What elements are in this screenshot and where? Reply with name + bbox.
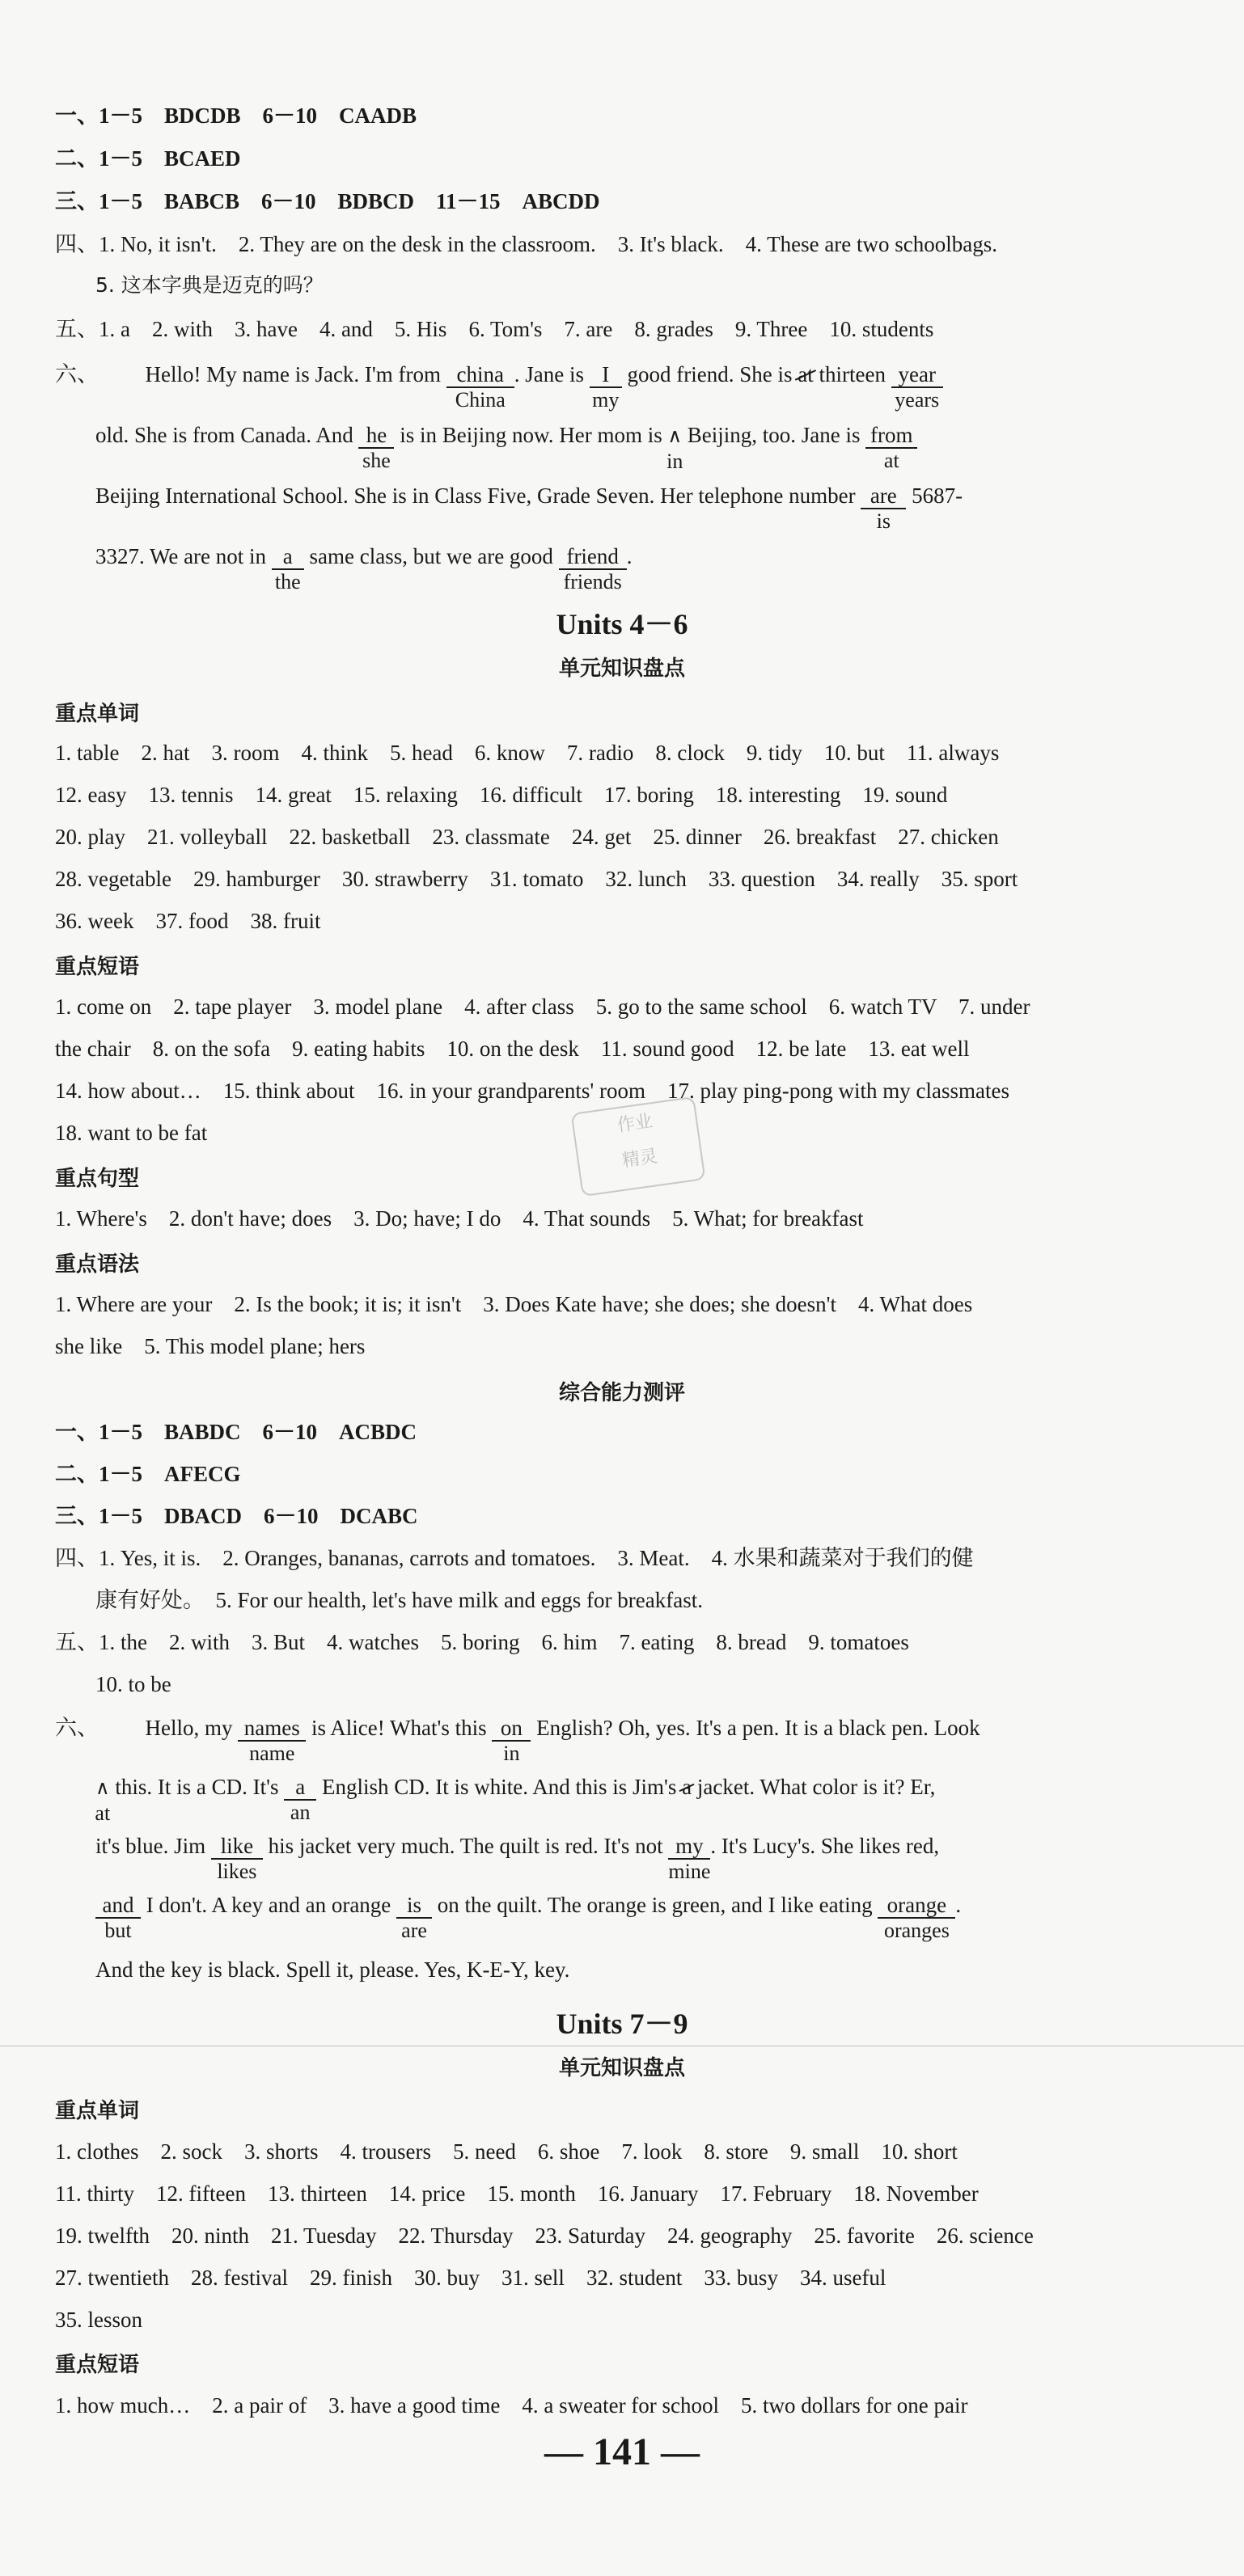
correction-word: but (104, 1919, 132, 1942)
test-answer-line: 10. to be (95, 1672, 171, 1696)
correction-word: likes (217, 1860, 257, 1883)
error-word: are is (861, 484, 906, 509)
error-word: a the (272, 544, 304, 570)
units-4-6-subtitle: 单元知识盘点 (558, 657, 685, 681)
test-answer-line: 四、1. Yes, it is. 2. Oranges, bananas, carrots and tomatoes. 3. Meat. 4. 水果和蔬菜对于我们的健 (55, 1546, 974, 1570)
units-7-9-subtitle: 单元知识盘点 (558, 2056, 685, 2080)
phrase-list-line: 1. come on 2. tape player 3. model plane 4. after class 5. go to the same school 6. watch TV 7. under (55, 995, 1030, 1019)
heading-key-words: 重点单词 (55, 2099, 140, 2123)
phrase-list-line: the chair 8. on the sofa 9. eating habits 10. on the desk 11. sound good 12. be late 13. eat well (55, 1037, 970, 1061)
error-word: orange oranges (878, 1893, 955, 1919)
error-word: like likes (211, 1834, 263, 1860)
correction-passage-line: 3327. We are not in a the same class, but we are good friend friends . (95, 544, 633, 593)
sentence-answers-line: 1. Where's 2. don't have; does 3. Do; have; I do 4. That sounds 5. What; for breakfast (55, 1206, 864, 1231)
heading-key-phrases: 重点短语 (55, 2353, 140, 2377)
correction-word: years (895, 388, 940, 412)
word-list-line: 1. clothes 2. sock 3. shorts 4. trousers 5. need 6. shoe 7. look 8. store 9. small 10. short (55, 2139, 958, 2164)
correction-passage-line: Beijing International School. She is in Class Five, Grade Seven. Her telephone number are is 5687- (95, 484, 963, 533)
correction-passage-line: and but I don't. A key and an orange is are on the quilt. The orange is green, and I like eating orange oranges . (95, 1891, 961, 1919)
word-list-line: 20. play 21. volleyball 22. basketball 23. classmate 24. get 25. dinner 26. breakfast 27. chicken (55, 825, 999, 849)
word-list-line: 28. vegetable 29. hamburger 30. strawberry 31. tomato 32. lunch 33. question 34. really 35. sport (55, 867, 1018, 891)
grammar-answers-line: 1. Where are your 2. Is the book; it is; it isn't 3. Does Kate have; she does; she doesn't 4. What does (55, 1292, 973, 1316)
correction-word: is (876, 509, 891, 533)
error-word: is are (396, 1893, 432, 1919)
correction-word: my (592, 388, 620, 412)
test-answer-line: 二、1－5 AFECG (55, 1462, 241, 1486)
correction-word: in (503, 1742, 520, 1765)
insert-mark: ∧ at (95, 1774, 110, 1801)
phrase-list-line: 14. how about… 15. think about 16. in your grandparents' room 17. play ping-pong with my classmates (55, 1079, 1009, 1103)
phrase-list-line: 18. want to be fat (55, 1121, 208, 1145)
heading-key-sentences: 重点句型 (55, 1167, 140, 1191)
heading-key-phrases: 重点短语 (55, 955, 140, 979)
correction-word: are (401, 1919, 427, 1942)
units-7-9-title: Units 7－9 (556, 2008, 688, 2040)
error-word: I my (590, 362, 622, 388)
page-number: — 141 — (544, 2430, 700, 2473)
correction-word: friends (563, 570, 622, 593)
correction-word: mine (668, 1860, 711, 1883)
correction-word: the (274, 570, 301, 593)
word-list-line: 27. twentieth 28. festival 29. finish 30. buy 31. sell 32. student 33. busy 34. useful (55, 2266, 886, 2290)
correction-word: she (362, 449, 391, 472)
insert-mark: ∧ in (667, 422, 682, 450)
deleted-word: a (682, 1775, 692, 1799)
test-answer-line: 三、1－5 DBACD 6－10 DCABC (55, 1504, 418, 1528)
error-word: from at (865, 423, 917, 449)
correction-word: China (455, 388, 506, 412)
error-word: names name (238, 1716, 306, 1742)
deleted-word: at (798, 362, 814, 386)
correction-passage-line: 六、 Hello! My name is Jack. I'm from china China . Jane is I my good friend. She is at thirteen year years (55, 361, 943, 388)
correction-passage-line: ∧ at this. It is a CD. It's a an English CD. It is white. And this is Jim's a jacket. What color is it? Er, (95, 1773, 935, 1801)
correction-passage-line: old. She is from Canada. And he she is in Beijing now. Her mom is ∧ in Beijing, too. Jane is from at (95, 421, 917, 450)
units-4-6-title: Units 4－6 (556, 608, 688, 640)
word-list-line: 1. table 2. hat 3. room 4. think 5. head 6. know 7. radio 8. clock 9. tidy 10. but 11. always (55, 741, 1000, 765)
answer-line-5: 5. 这本字典是迈克的吗？ (95, 273, 324, 297)
correction-word: an (290, 1801, 311, 1824)
error-word: friend friends (559, 544, 627, 570)
correction-word: oranges (883, 1919, 950, 1942)
error-word: and but (95, 1893, 141, 1919)
answer-line-3: 三、1－5 BABCB 6－10 BDBCD 11－15 ABCDD (55, 189, 600, 213)
test-answer-line: 一、1－5 BABDC 6－10 ACBDC (55, 1420, 417, 1444)
word-list-line: 36. week 37. food 38. fruit (55, 909, 321, 933)
phrase-list-line: 1. how much… 2. a pair of 3. have a good time 4. a sweater for school 5. two dollars for one pair (55, 2393, 968, 2418)
test-answer-line: 五、1. the 2. with 3. But 4. watches 5. boring 6. him 7. eating 8. bread 9. tomatoes (55, 1630, 909, 1654)
word-list-line: 11. thirty 12. fifteen 13. thirteen 14. price 15. month 16. January 17. February 18. November (55, 2181, 979, 2206)
correction-passage-line: 六、 Hello, my names name is Alice! What's this on in English? Oh, yes. It's a pen. It is a black pen. Look (55, 1716, 980, 1765)
error-word: my mine (668, 1834, 711, 1883)
answer-line-2: 二、1－5 BCAED (55, 146, 241, 171)
heading-key-grammar: 重点语法 (55, 1252, 140, 1277)
error-word: he she (358, 423, 394, 449)
correction-word: in (666, 450, 683, 473)
test-answer-line: 康有好处。 5. For our health, let's have milk and eggs for breakfast. (95, 1588, 703, 1612)
word-list-line: 35. lesson (55, 2308, 142, 2332)
heading-key-words: 重点单词 (55, 702, 140, 726)
correction-passage-line: And the key is black. Spell it, please. Yes, K-E-Y, key. (95, 1957, 570, 1982)
correction-word: at (95, 1801, 111, 1825)
correction-word: name (249, 1742, 295, 1765)
correction-word: at (883, 449, 899, 472)
error-word: china China (446, 362, 514, 388)
watermark-stamp: 作业 精灵 (571, 1096, 706, 1197)
error-word: a an (284, 1775, 316, 1801)
grammar-answers-line: she like 5. This model plane; hers (55, 1334, 366, 1358)
word-list-line: 19. twelfth 20. ninth 21. Tuesday 22. Thursday 23. Saturday 24. geography 25. favorite 26. science (55, 2223, 1034, 2248)
comprehensive-test-title: 综合能力测评 (558, 1381, 685, 1405)
word-list-line: 12. easy 13. tennis 14. great 15. relaxing 16. difficult 17. boring 18. interesting 19. sound (55, 783, 948, 807)
answer-line-6: 五、1. a 2. with 3. have 4. and 5. His 6. Tom's 7. are 8. grades 9. Three 10. students (55, 317, 934, 341)
correction-passage-line: it's blue. Jim like likes his jacket very much. The quilt is red. It's not my mine . It's Lucy's. She likes red, (95, 1834, 940, 1883)
error-word: on in (492, 1716, 531, 1742)
answer-line-4: 四、1. No, it isn't. 2. They are on the desk in the classroom. 3. It's black. 4. These are two schoolbags. (55, 232, 998, 256)
answer-line-1: 一、1－5 BDCDB 6－10 CAADB (55, 103, 417, 128)
error-word: year years (891, 362, 943, 388)
